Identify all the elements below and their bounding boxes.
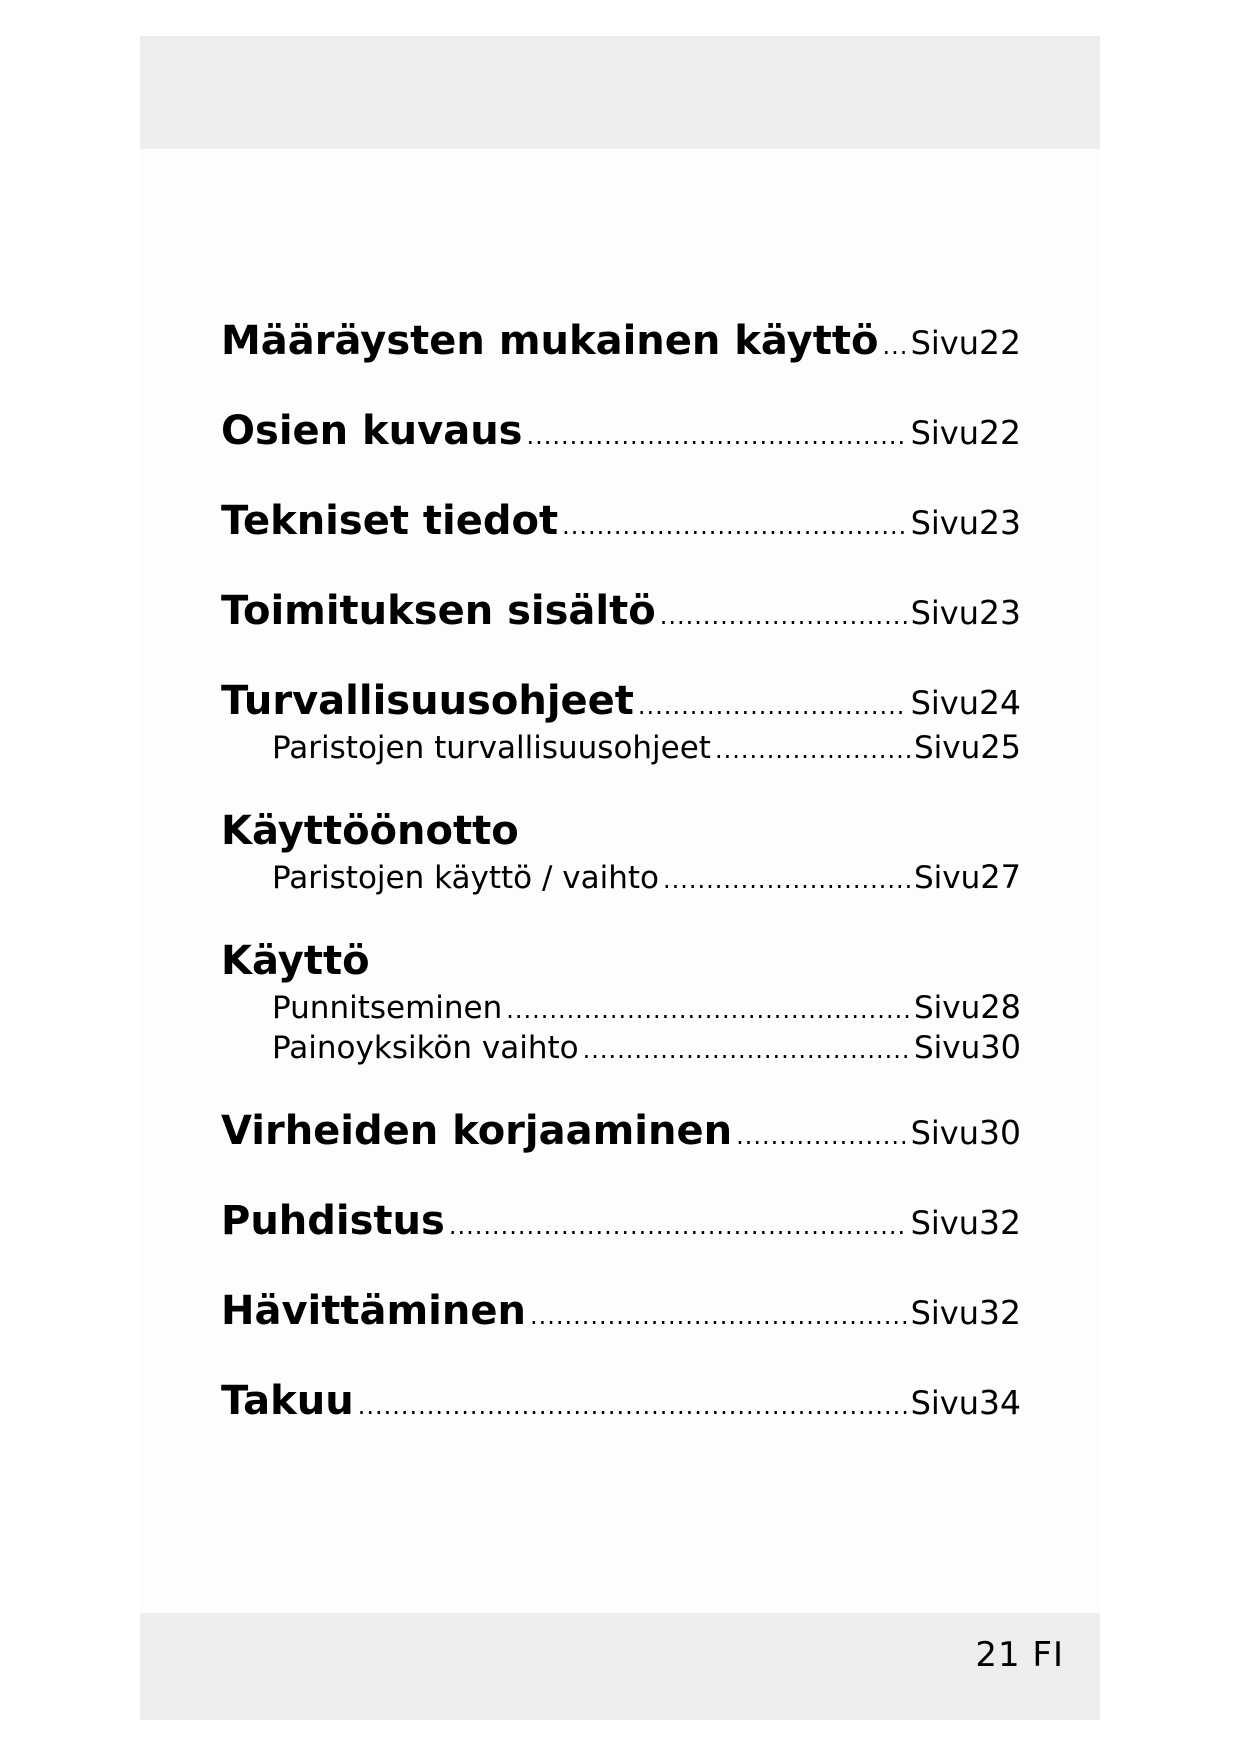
toc-sivu-label: Sivu	[910, 1294, 979, 1332]
toc-page-number: 27	[980, 858, 1021, 896]
toc-entry[interactable]	[221, 408, 1021, 454]
toc-entry-title: Osien kuvaus	[221, 408, 523, 454]
toc-entry-title: Paristojen turvallisuusohjeet	[272, 730, 711, 766]
toc-entry[interactable]	[221, 1198, 1021, 1244]
toc-entry-title: Painoyksikön vaihto	[272, 1030, 579, 1066]
toc-entry[interactable]	[221, 1108, 1021, 1154]
dot-leader	[715, 736, 910, 764]
toc-subentry[interactable]	[272, 988, 1021, 1026]
toc-page-number: 28	[980, 988, 1021, 1026]
toc-entry-title: Punnitseminen	[272, 990, 503, 1026]
toc-entry-title: Hävittäminen	[221, 1288, 526, 1334]
toc-entry-title: Käyttö	[221, 938, 370, 984]
toc-sivu-label: Sivu	[910, 324, 979, 362]
toc-entry-title: Määräysten mukainen käyttö	[221, 318, 879, 364]
dot-leader	[449, 1212, 907, 1240]
toc-sivu-label: Sivu	[913, 860, 981, 896]
toc-subentry[interactable]	[272, 728, 1021, 766]
dot-leader	[660, 602, 907, 630]
toc-page-number: 32	[979, 1293, 1021, 1332]
page-number: 21 FI	[975, 1635, 1064, 1675]
toc-entry-title: Paristojen käyttö / vaihto	[272, 860, 660, 896]
toc-entry-title: Turvallisuusohjeet	[221, 678, 634, 724]
toc-sivu-label: Sivu	[913, 730, 981, 766]
header-band	[140, 36, 1100, 149]
toc-entry[interactable]	[221, 1288, 1021, 1334]
toc-section-heading[interactable]	[221, 808, 1021, 854]
toc-entry[interactable]	[221, 318, 1021, 364]
toc-entry[interactable]	[221, 1378, 1021, 1424]
toc-page-number: 24	[979, 683, 1021, 722]
dot-leader	[358, 1392, 907, 1420]
toc-sivu-label: Sivu	[913, 1030, 981, 1066]
toc-subentry[interactable]	[272, 858, 1021, 896]
toc-entry[interactable]	[221, 678, 1021, 724]
toc-sivu-label: Sivu	[910, 414, 979, 452]
toc-entry[interactable]	[221, 498, 1021, 544]
toc-entry-title: Käyttöönotto	[221, 808, 519, 854]
dot-leader	[882, 332, 906, 360]
toc-entry-title: Puhdistus	[221, 1198, 445, 1244]
dot-leader	[583, 1036, 910, 1064]
toc-sivu-label: Sivu	[910, 1384, 979, 1422]
toc-page-number: 23	[979, 503, 1021, 542]
toc-entry-title: Tekniset tiedot	[221, 498, 559, 544]
dot-leader	[526, 422, 906, 450]
toc-page-number: 23	[979, 593, 1021, 632]
footer-band	[140, 1613, 1100, 1720]
toc-sivu-label: Sivu	[910, 594, 979, 632]
toc-page-number: 30	[979, 1113, 1021, 1152]
toc-sivu-label: Sivu	[910, 684, 979, 722]
toc-entry-title: Virheiden korjaaminen	[221, 1108, 733, 1154]
toc-page-number: 34	[979, 1383, 1021, 1422]
toc-subentry[interactable]	[272, 1028, 1021, 1066]
toc-page-number: 30	[980, 1028, 1021, 1066]
dot-leader	[530, 1302, 907, 1330]
toc-section-heading[interactable]	[221, 938, 1021, 984]
toc-sivu-label: Sivu	[910, 1204, 979, 1242]
toc-page-number: 25	[980, 728, 1021, 766]
toc-page-number: 22	[979, 323, 1021, 362]
toc-sivu-label: Sivu	[910, 1114, 979, 1152]
toc-page-number: 22	[979, 413, 1021, 452]
toc-page-number: 32	[979, 1203, 1021, 1242]
toc-sivu-label: Sivu	[910, 504, 979, 542]
dot-leader	[638, 692, 907, 720]
toc-sivu-label: Sivu	[913, 990, 981, 1026]
toc-entry[interactable]	[221, 588, 1021, 634]
toc-entry-title: Takuu	[221, 1378, 354, 1424]
toc-entry-title: Toimituksen sisältö	[221, 588, 656, 634]
dot-leader	[663, 866, 910, 894]
dot-leader	[562, 512, 907, 540]
dot-leader	[506, 996, 910, 1024]
dot-leader	[736, 1122, 907, 1150]
